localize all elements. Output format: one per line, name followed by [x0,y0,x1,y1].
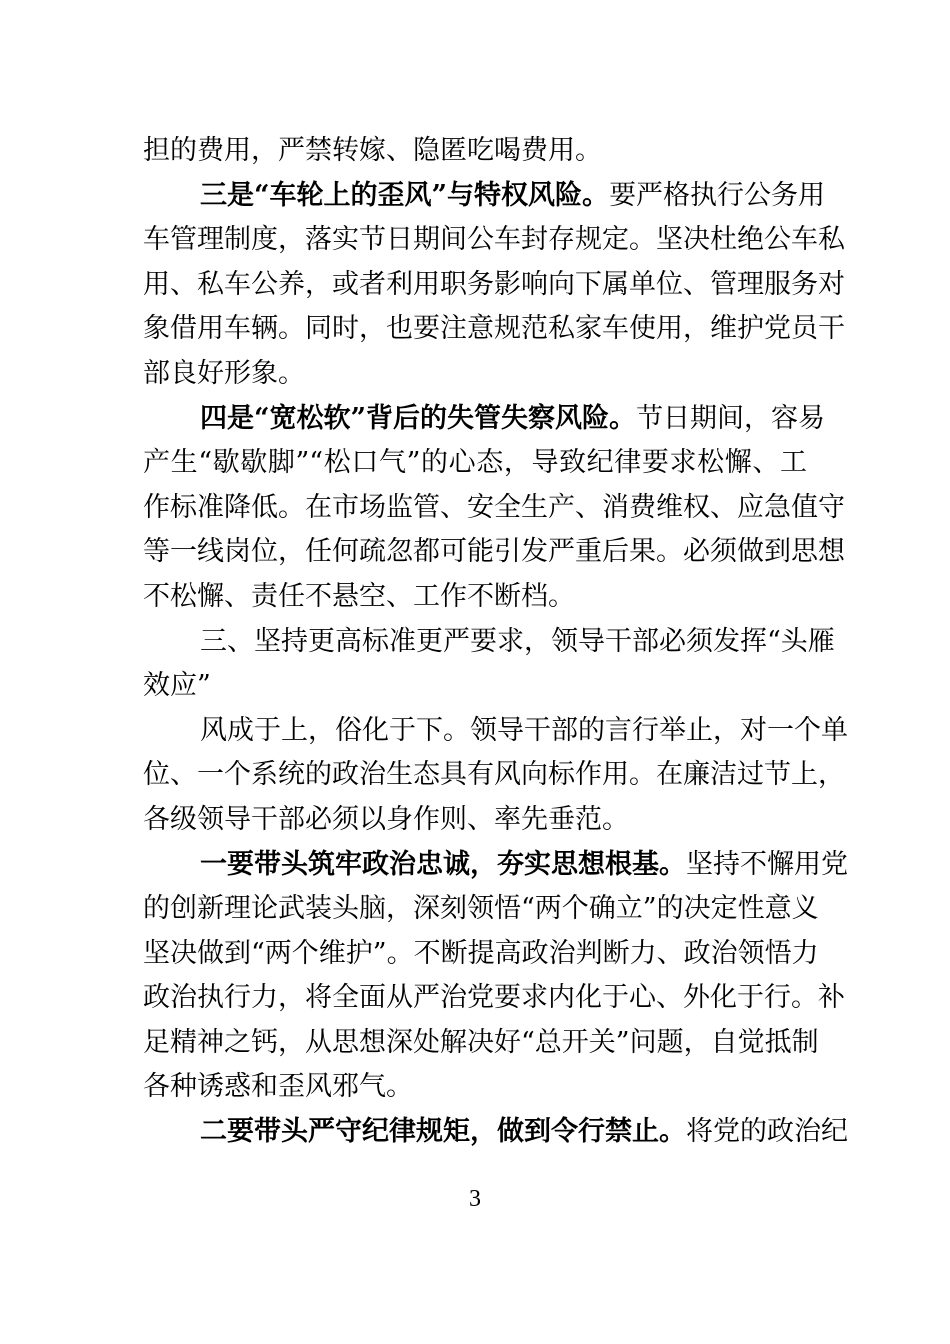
line-text: 产生“歇歇脚”“松口气”的心态，导致纪律要求松懈、工 [143,447,807,479]
text-line [143,530,845,575]
line-text: 坚决做到“两个维护”。不断提高政治判断力、政治领悟力 [143,937,819,969]
line-text: 作标准降低。在市场监管、安全生产、消费维权、应急值守 [143,491,845,523]
text-line [143,887,819,932]
text-line [143,843,848,888]
line-text: 要严格执行公务用 [609,179,826,211]
text-line [143,486,845,531]
line-text: 节日期间，容易 [636,402,826,434]
text-line [143,1021,819,1066]
bold-lead-text: 四是“宽松软”背后的失管失察风险。 [200,402,637,434]
line-text: 各级领导干部必须以身作则、率先垂范。 [143,803,629,835]
bold-lead-text: 二要带头严守纪律规矩，做到令行禁止。 [200,1116,686,1148]
text-line [143,709,848,754]
text-line [143,441,807,486]
bold-lead-text: 三是“车轮上的歪风”与特权风险。 [200,179,610,211]
line-text: 担的费用，严禁转嫁、隐匿吃喝费用。 [143,135,602,166]
line-text: 部良好形象。 [143,357,305,389]
line-text: 三、坚持更高标准更严要求，领导干部必须发挥“头雁 [200,625,835,657]
section-heading-line [143,664,807,709]
text-line [143,932,819,977]
text-line [143,263,845,308]
text-line [143,575,807,620]
text-line [143,352,807,397]
text-line [143,174,826,219]
text-line [143,129,807,174]
text-line [143,1065,807,1110]
line-text: 将党的政治纪 [686,1116,848,1148]
line-text: 象借用车辆。同时，也要注意规范私家车使用，维护党员干 [143,313,845,345]
page-number: 3 [469,1186,481,1212]
text-line [143,397,826,442]
line-text: 足精神之钙，从思想深处解决好“总开关”问题，自觉抵制 [143,1026,819,1058]
line-text: 的创新理论武装头脑，深刻领悟“两个确立”的决定性意义 [143,893,819,925]
line-text: 效应” [143,670,211,702]
bold-lead-text: 一要带头筑牢政治忠诚，夯实思想根基。 [200,848,686,880]
text-line [143,753,845,798]
line-text: 等一线岗位，任何疏忽都可能引发严重后果。必须做到思想 [143,536,845,568]
text-line [143,976,845,1021]
line-text: 位、一个系统的政治生态具有风向标作用。在廉洁过节上， [143,759,845,791]
line-text: 各种诱惑和歪风邪气。 [143,1071,413,1103]
line-text: 车管理制度，落实节日期间公车封存规定。坚决杜绝公车私 [143,224,845,256]
line-text: 不松懈、责任不悬空、工作不断档。 [143,580,575,612]
line-text: 用、私车公养，或者利用职务影响向下属单位、管理服务对 [143,268,845,300]
line-text: 政治执行力，将全面从严治党要求内化于心、外化于行。补 [143,982,845,1014]
text-line [143,307,845,352]
text-line [143,798,807,843]
line-text: 坚持不懈用党 [686,848,848,880]
text-line [143,1110,848,1155]
text-line [143,218,845,263]
document-body [143,129,848,1155]
section-heading-line [143,620,835,665]
line-text: 风成于上，俗化于下。领导干部的言行举止，对一个单 [200,714,848,746]
